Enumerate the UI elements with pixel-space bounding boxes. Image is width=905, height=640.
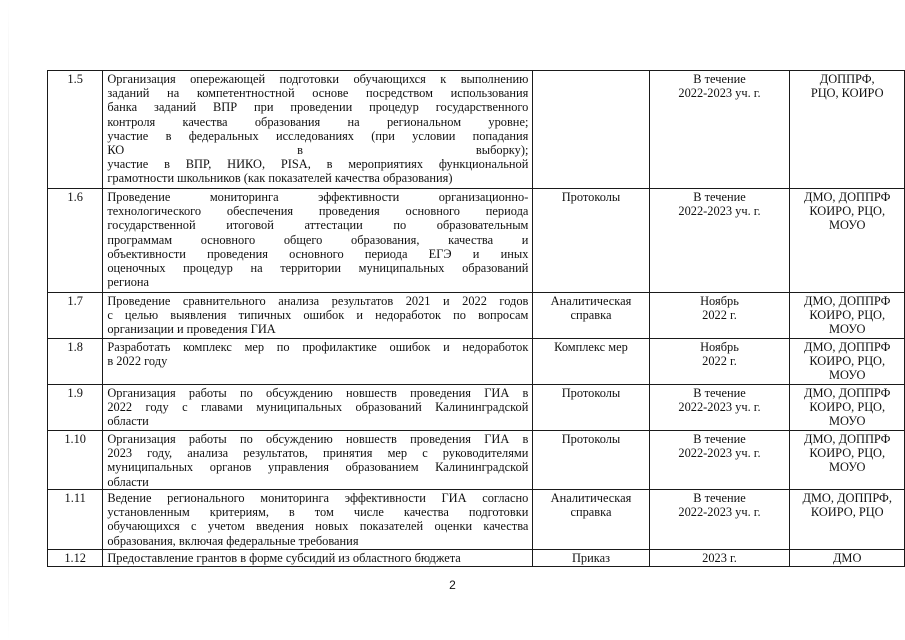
row-responsible [790, 293, 905, 339]
table-row [48, 71, 905, 189]
term-line: В течение [693, 491, 746, 505]
desc-line: Организация работы по обсуждению новшеств проведения ГИА в [107, 432, 529, 446]
row-term [649, 385, 790, 431]
desc-line: участие в ВПР, НИКО, PISA, в мероприятиях функциональной [107, 157, 529, 172]
row-number: 1.6 [48, 189, 103, 293]
row-responsible [790, 550, 905, 567]
row-term [649, 189, 790, 293]
responsible-line: МОУО [829, 218, 866, 233]
term-line: 2022-2023 уч. г. [678, 400, 761, 415]
row-result [533, 293, 649, 339]
row-term [649, 293, 790, 339]
row-description [103, 490, 533, 550]
responsible-line: ДМО, ДОППРФ [804, 294, 891, 308]
result-line: Аналитическая [550, 491, 632, 505]
row-number: 1.12 [48, 550, 103, 567]
desc-line: обучающихся с учетом введения новых показателей оценки качества [107, 519, 529, 534]
row-description [103, 431, 533, 490]
row-number: 1.8 [48, 339, 103, 385]
desc-line: грамотности школьников (как показателей качества образования) [107, 171, 453, 186]
row-responsible [790, 339, 905, 385]
term-line: 2022 г. [702, 354, 737, 369]
term-line: 2022 г. [702, 308, 737, 323]
desc-line: объективности проведения основного периода ЕГЭ и иных [107, 246, 529, 261]
result-line: справка [570, 308, 612, 323]
desc-line: технологического обеспечения проведения основного периода [107, 204, 529, 219]
page-number: 2 [449, 578, 456, 592]
row-description [103, 71, 533, 189]
scan-edge-line [8, 0, 9, 640]
responsible-line: ДМО, ДОППРФ [804, 340, 891, 354]
row-description [103, 339, 533, 385]
term-line: В течение [693, 432, 746, 446]
desc-line: Предоставление грантов в форме субсидий из областного бюджета [107, 551, 461, 565]
row-responsible [790, 490, 905, 550]
result-line: справка [570, 505, 612, 520]
row-result [533, 189, 649, 293]
desc-line: Проведение мониторинга эффективности организационно- [107, 190, 529, 204]
row-number: 1.9 [48, 385, 103, 431]
responsible-line: ДМО [832, 551, 862, 565]
table-row [48, 490, 905, 550]
desc-line: области [107, 414, 149, 429]
plan-table-body [48, 71, 905, 567]
table-row [48, 189, 905, 293]
row-term [649, 490, 790, 550]
responsible-line: КОИРО, РЦО [810, 505, 884, 520]
desc-line: в 2022 году [107, 354, 168, 369]
row-result [533, 339, 649, 385]
desc-line: оценочных процедур на территории муниципальных образований [107, 261, 529, 276]
desc-line: программам основного общего образования, качества и [107, 232, 529, 247]
responsible-line: МОУО [829, 368, 866, 383]
desc-line: Ведение регионального мониторинга эффективности ГИА согласно [107, 491, 529, 505]
row-responsible [790, 71, 905, 189]
desc-line: Разработать комплекс мер по профилактике ошибок и недоработок [107, 340, 529, 354]
term-line: 2022-2023 уч. г. [678, 505, 761, 520]
result-line: Аналитическая [550, 294, 632, 308]
row-result [533, 550, 649, 567]
row-term [649, 339, 790, 385]
row-number: 1.11 [48, 490, 103, 550]
term-line: 2022-2023 уч. г. [678, 446, 761, 461]
table-row [48, 293, 905, 339]
responsible-line: КОИРО, РЦО, [809, 204, 886, 219]
responsible-line: ДМО, ДОППРФ, [802, 491, 892, 505]
row-description [103, 189, 533, 293]
row-description [103, 293, 533, 339]
desc-line: заданий на компетентностной основе посредством использования [107, 86, 529, 101]
table-row [48, 431, 905, 490]
row-result [533, 71, 649, 189]
result-line: Приказ [571, 551, 610, 565]
result-line: Протоколы [561, 432, 621, 446]
responsible-line: ДМО, ДОППРФ [804, 386, 891, 400]
responsible-line: МОУО [829, 460, 866, 475]
responsible-line: ДМО, ДОППРФ [804, 432, 891, 446]
row-term [649, 71, 790, 189]
row-number: 1.10 [48, 431, 103, 490]
responsible-line: МОУО [829, 322, 866, 337]
desc-line: банка заданий ВПР при проведении процедур государственного [107, 100, 529, 115]
row-number: 1.7 [48, 293, 103, 339]
responsible-line: КОИРО, РЦО, [809, 308, 886, 323]
responsible-line: КОИРО, РЦО, [809, 446, 886, 461]
result-line: Комплекс мер [554, 340, 628, 354]
desc-line: с целью выявления типичных ошибок и недоработок по вопросам [107, 308, 529, 323]
term-line: 2022-2023 уч. г. [678, 204, 761, 219]
term-line: В течение [693, 190, 746, 204]
desc-line: КО в выборку); [107, 143, 529, 158]
desc-line: участие в федеральных исследованиях (при условии попадания [107, 128, 529, 143]
responsible-line: КОИРО, РЦО, [809, 400, 886, 415]
term-line: 2022-2023 уч. г. [678, 86, 761, 101]
responsible-line: ДОППРФ, [819, 72, 875, 86]
row-term [649, 431, 790, 490]
row-term [649, 550, 790, 567]
term-line: Ноябрь [700, 294, 739, 308]
responsible-line: МОУО [829, 414, 866, 429]
desc-line: организации и проведения ГИА [107, 322, 276, 337]
table-row [48, 385, 905, 431]
desc-line: установленным критериям, в том числе качества подготовки [107, 505, 529, 520]
row-responsible [790, 431, 905, 490]
result-line: Протоколы [561, 386, 621, 400]
responsible-line: ДМО, ДОППРФ [804, 190, 891, 204]
row-description [103, 385, 533, 431]
row-responsible [790, 189, 905, 293]
term-line: В течение [693, 386, 746, 400]
result-line: Протоколы [561, 190, 621, 204]
desc-line: муниципальных органов управления образованием Калининградской [107, 460, 529, 475]
row-result [533, 431, 649, 490]
desc-line: Организация работы по обсуждению новшеств проведения ГИА в [107, 386, 529, 400]
row-result [533, 490, 649, 550]
table-row [48, 339, 905, 385]
row-result [533, 385, 649, 431]
desc-line: образования, включая федеральные требования [107, 533, 359, 548]
desc-line: 2023 году, анализа результатов, принятия мер с руководителями [107, 446, 529, 461]
desc-line: контроля качества образования на региональном уровне; [107, 114, 529, 129]
table-row [48, 550, 905, 567]
desc-line: Организация опережающей подготовки обучающихся к выполнению [107, 72, 529, 86]
desc-line: области [107, 474, 149, 489]
desc-line: государственной итоговой аттестации по образовательным [107, 218, 529, 233]
responsible-line: РЦО, КОИРО [810, 86, 884, 101]
row-number: 1.5 [48, 71, 103, 189]
row-responsible [790, 385, 905, 431]
plan-table [47, 70, 905, 567]
term-line: Ноябрь [700, 340, 739, 354]
term-line: В течение [693, 72, 746, 86]
row-description [103, 550, 533, 567]
desc-line: Проведение сравнительного анализа результатов 2021 и 2022 годов [107, 294, 529, 308]
term-line: 2023 г. [702, 551, 737, 565]
responsible-line: КОИРО, РЦО, [809, 354, 886, 369]
desc-line: 2022 году с главами муниципальных образований Калининградской [107, 400, 529, 415]
desc-line: региона [107, 275, 150, 290]
